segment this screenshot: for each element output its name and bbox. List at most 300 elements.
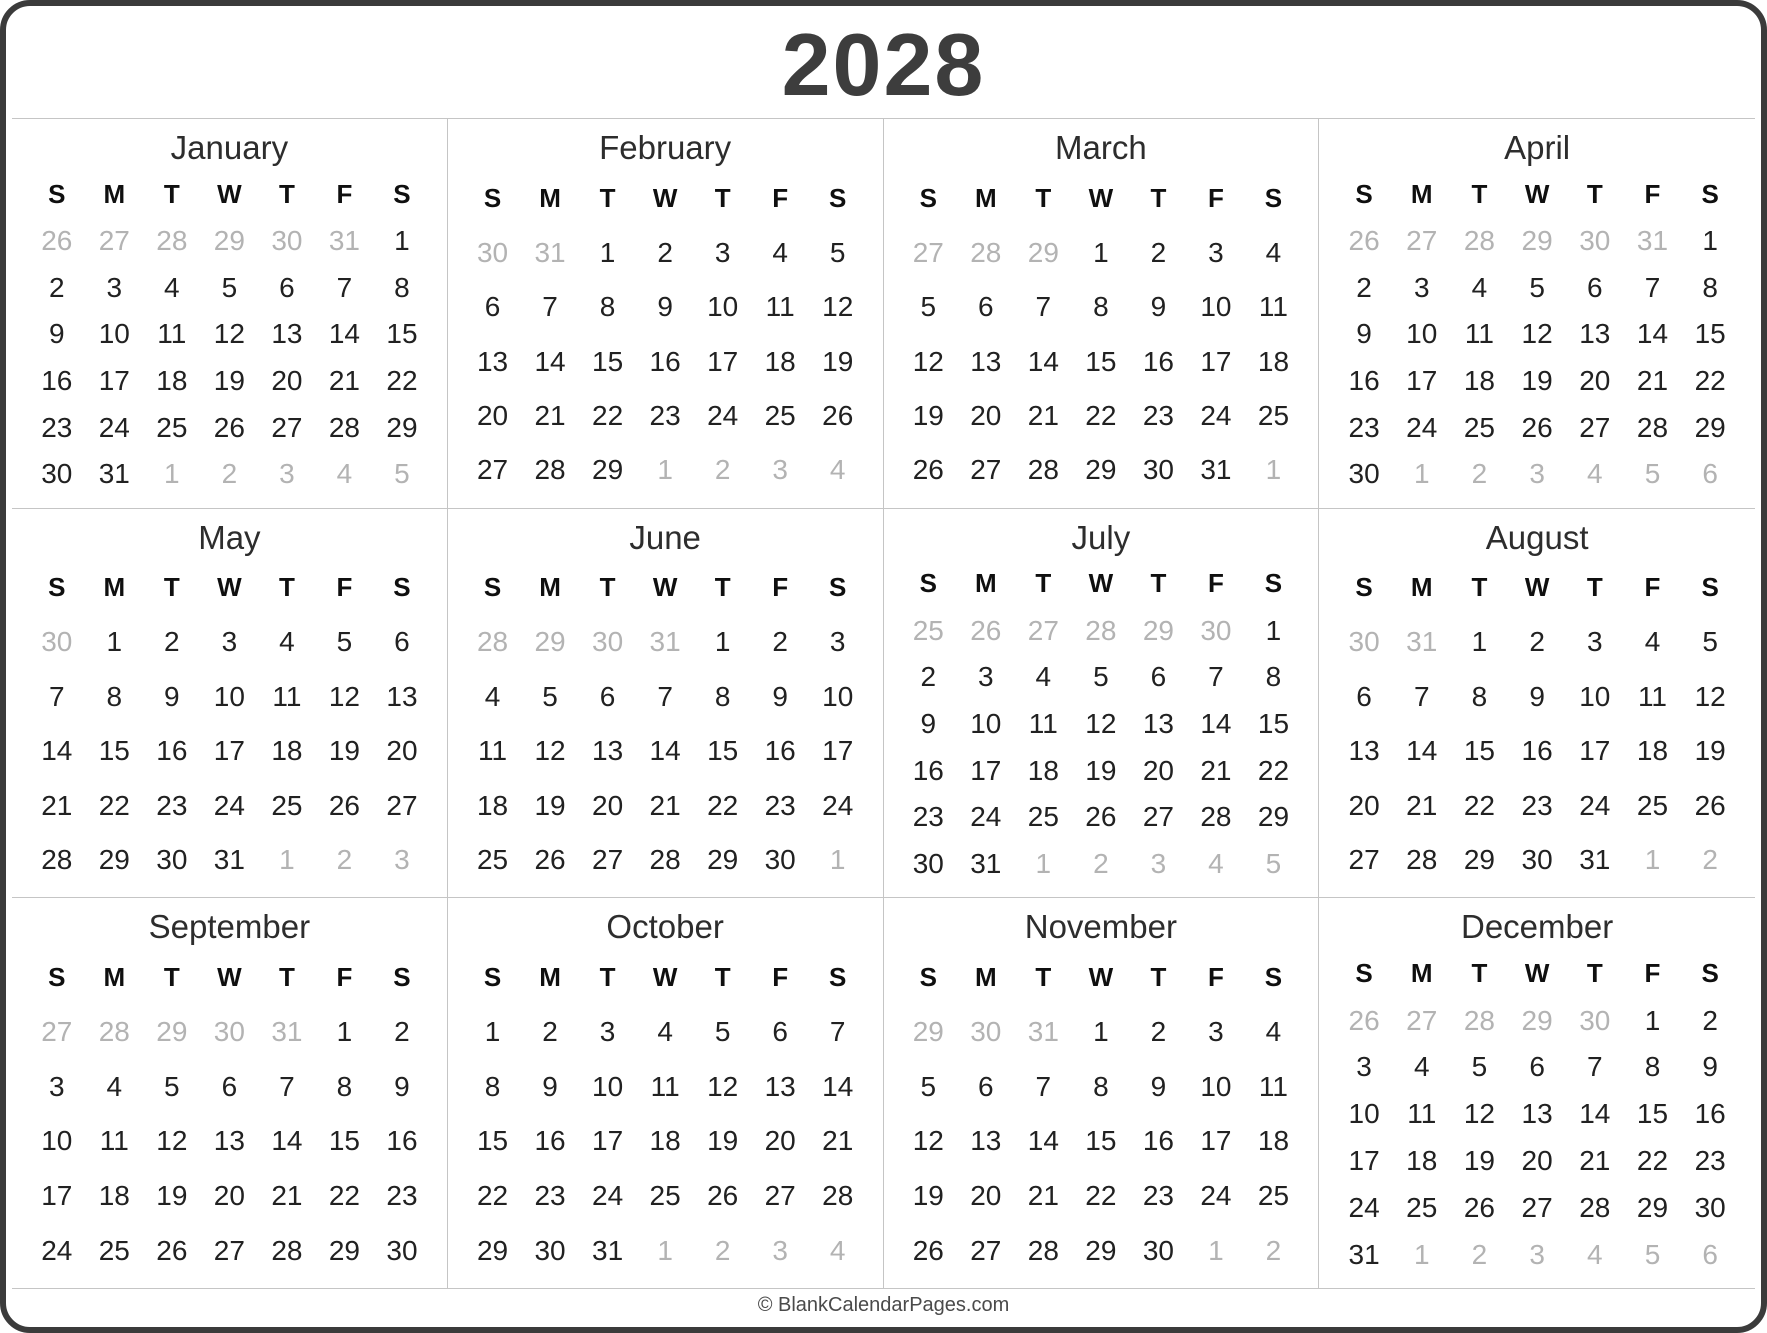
date-cell: 11 [477, 735, 508, 767]
month-march [884, 119, 1320, 509]
date-cell: 30 [1694, 1191, 1726, 1223]
weekday-label: W [217, 178, 242, 209]
date-cell: 3 [279, 458, 295, 490]
date-cell: 28 [1579, 1191, 1611, 1223]
week-row [1335, 670, 1739, 724]
date-cell: 28 [156, 224, 188, 256]
date-cell: 23 [1142, 1180, 1174, 1212]
week-row [464, 615, 867, 669]
weekday-label: S [1264, 962, 1283, 993]
date-cell: 5 [164, 1070, 180, 1102]
date-cell: 7 [1587, 1051, 1603, 1083]
date-cell: 7 [1035, 1070, 1052, 1102]
date-cell: 30 [534, 1234, 566, 1266]
month-name: November [1024, 908, 1177, 946]
date-cell: 8 [484, 1070, 501, 1102]
date-cell: 29 [592, 454, 624, 486]
weekday-label: S [829, 182, 847, 213]
date-cell: 11 [99, 1125, 129, 1157]
week-row [28, 833, 431, 887]
date-cell: 14 [41, 735, 73, 767]
date-cell: 23 [41, 411, 73, 443]
date-cell: 7 [48, 680, 65, 712]
month-september [12, 898, 448, 1288]
date-cell: 3 [772, 1234, 788, 1266]
weekday-label: F [1207, 182, 1224, 213]
weekday-label: T [1150, 568, 1167, 599]
date-cell: 17 [1200, 345, 1232, 377]
date-cell: 14 [1406, 735, 1438, 767]
date-cell: 19 [912, 1180, 944, 1212]
weekday-label: W [1524, 958, 1550, 989]
date-cell: 29 [1085, 454, 1117, 486]
month-name: May [198, 518, 261, 556]
week-row [1335, 615, 1739, 669]
date-cell: 3 [106, 271, 123, 303]
week-row [28, 451, 431, 498]
date-cell: 4 [1587, 458, 1603, 490]
date-cell: 22 [1257, 754, 1290, 786]
date-cell: 29 [476, 1234, 509, 1266]
date-cell: 11 [765, 291, 795, 323]
date-cell: 12 [822, 291, 854, 323]
date-cell: 28 [1085, 614, 1117, 646]
date-cell: 29 [386, 411, 418, 443]
date-cell: 28 [1406, 844, 1438, 876]
date-cell: 26 [41, 224, 73, 256]
date-cell: 5 [336, 626, 353, 658]
date-cell: 16 [1521, 735, 1553, 767]
date-cell: 28 [41, 844, 73, 876]
weekday-header-row [28, 171, 431, 218]
date-cell: 22 [386, 364, 418, 396]
date-cell: 7 [1413, 680, 1430, 712]
date-cell: 13 [1521, 1098, 1553, 1130]
date-cell: 4 [1644, 626, 1661, 658]
date-cell: 1 [599, 236, 616, 268]
date-cell: 2 [394, 1016, 410, 1048]
date-cell: 30 [41, 458, 73, 490]
weekday-label: T [1586, 178, 1603, 209]
week-row [464, 443, 867, 497]
date-cell: 28 [476, 626, 509, 658]
week-row [900, 389, 1303, 443]
date-cell: 7 [1035, 291, 1052, 323]
date-cell: 6 [1702, 1238, 1718, 1270]
date-cell: 10 [1579, 680, 1611, 712]
date-cell: 20 [764, 1125, 796, 1157]
date-cell: 5 [1644, 458, 1661, 490]
week-row [900, 334, 1303, 388]
date-cell: 22 [707, 789, 739, 821]
date-cell: 31 [1579, 844, 1611, 876]
date-cell: 21 [328, 364, 361, 396]
date-cell: 16 [1348, 364, 1380, 396]
week-row [1335, 358, 1739, 405]
date-cell: 7 [1644, 271, 1661, 303]
date-cell: 30 [1142, 1234, 1174, 1266]
weekday-label: S [393, 962, 411, 993]
date-cell: 4 [106, 1070, 123, 1102]
date-cell: 23 [156, 789, 188, 821]
date-cell: 4 [1587, 1238, 1603, 1270]
date-cell: 3 [1356, 1051, 1372, 1083]
date-cell: 14 [822, 1070, 854, 1102]
date-cell: 24 [1200, 1180, 1232, 1212]
date-cell: 10 [1200, 291, 1232, 323]
weekday-label: S [1701, 572, 1719, 603]
week-row [464, 1060, 867, 1115]
date-cell: 27 [970, 1234, 1002, 1266]
date-cell: 20 [970, 1180, 1002, 1212]
weekday-label: T [1150, 962, 1167, 993]
date-cell: 20 [271, 364, 303, 396]
date-cell: 17 [592, 1125, 624, 1157]
date-cell: 27 [1406, 1004, 1438, 1036]
date-cell: 4 [1035, 661, 1052, 693]
date-cell: 9 [1150, 1070, 1167, 1102]
date-cell: 23 [764, 789, 796, 821]
date-cell: 8 [1702, 271, 1718, 303]
week-row [900, 607, 1303, 654]
month-name: August [1485, 518, 1589, 556]
date-cell: 11 [1407, 1098, 1437, 1130]
date-cell: 4 [1471, 271, 1488, 303]
date-cell: 15 [1694, 318, 1726, 350]
date-cell: 13 [764, 1070, 796, 1102]
date-cell: 5 [1471, 1051, 1488, 1083]
weekday-label: F [772, 962, 789, 993]
date-cell: 9 [164, 680, 180, 712]
week-row [900, 747, 1303, 794]
date-cell: 15 [707, 735, 739, 767]
date-cell: 30 [970, 1016, 1002, 1048]
date-cell: 18 [271, 735, 303, 767]
date-cell: 7 [657, 680, 673, 712]
date-cell: 19 [1463, 1144, 1496, 1176]
date-cell: 18 [98, 1180, 130, 1212]
date-cell: 19 [707, 1125, 739, 1157]
date-cell: 28 [1027, 1234, 1059, 1266]
weekday-label: T [278, 572, 295, 603]
month-rows [900, 950, 1303, 1278]
date-cell: 2 [1356, 271, 1372, 303]
date-cell: 27 [1142, 801, 1174, 833]
weekday-label: F [1207, 962, 1224, 993]
weekday-header-row [1335, 561, 1739, 615]
date-cell: 2 [1150, 1016, 1167, 1048]
date-cell: 22 [1463, 789, 1496, 821]
date-cell: 5 [1093, 661, 1109, 693]
date-cell: 29 [213, 224, 245, 256]
date-cell: 1 [336, 1016, 353, 1048]
date-cell: 30 [592, 626, 624, 658]
date-cell: 17 [1579, 735, 1611, 767]
weekday-label: T [1035, 568, 1052, 599]
date-cell: 6 [484, 291, 501, 323]
week-row [1335, 1044, 1739, 1091]
date-cell: 12 [156, 1125, 188, 1157]
date-cell: 7 [542, 291, 558, 323]
date-cell: 19 [1521, 364, 1553, 396]
date-cell: 2 [1150, 236, 1167, 268]
date-cell: 8 [599, 291, 616, 323]
date-cell: 10 [1200, 1070, 1232, 1102]
date-cell: 29 [1463, 844, 1496, 876]
weekday-label: S [919, 182, 937, 213]
date-cell: 1 [164, 458, 180, 490]
date-cell: 1 [657, 1234, 673, 1266]
date-cell: 9 [657, 291, 673, 323]
date-cell: 1 [1471, 626, 1488, 658]
date-cell: 1 [106, 626, 123, 658]
date-cell: 29 [707, 844, 739, 876]
date-cell: 5 [1702, 626, 1718, 658]
date-cell: 9 [920, 707, 937, 739]
week-row [900, 280, 1303, 334]
date-cell: 30 [271, 224, 303, 256]
weekday-header-row [464, 561, 867, 615]
month-may [12, 509, 448, 899]
date-cell: 10 [707, 291, 739, 323]
date-cell: 28 [328, 411, 361, 443]
weekday-label: W [217, 572, 242, 603]
week-row [28, 1005, 431, 1060]
date-cell: 27 [1579, 411, 1611, 443]
date-cell: 24 [592, 1180, 624, 1212]
date-cell: 8 [1265, 661, 1282, 693]
weekday-label: F [772, 182, 789, 213]
weekday-label: M [103, 962, 126, 993]
date-cell: 12 [1521, 318, 1553, 350]
months-grid [12, 118, 1755, 1289]
date-cell: 25 [98, 1234, 130, 1266]
date-cell: 3 [714, 236, 731, 268]
week-row [1335, 311, 1739, 358]
date-cell: 26 [156, 1234, 188, 1266]
date-cell: 15 [476, 1125, 509, 1157]
weekday-header-row [900, 561, 1303, 608]
date-cell: 11 [1637, 680, 1668, 712]
week-row [900, 225, 1303, 279]
date-cell: 29 [328, 1234, 361, 1266]
date-cell: 31 [271, 1016, 303, 1048]
date-cell: 11 [1028, 707, 1058, 739]
date-cell: 30 [1200, 614, 1232, 646]
weekday-label: S [393, 178, 411, 209]
week-row [900, 794, 1303, 841]
month-name: March [1055, 129, 1147, 166]
date-cell: 20 [386, 735, 418, 767]
date-cell: 28 [822, 1180, 854, 1212]
weekday-label: M [974, 182, 997, 213]
date-cell: 4 [279, 626, 295, 658]
date-cell: 30 [386, 1234, 418, 1266]
month-name: October [606, 908, 724, 946]
week-row [1335, 404, 1739, 451]
week-row [1335, 1231, 1739, 1278]
week-row [464, 724, 867, 778]
date-cell: 27 [98, 224, 130, 256]
date-cell: 6 [1587, 271, 1603, 303]
date-cell: 5 [829, 236, 846, 268]
date-cell: 2 [1265, 1234, 1282, 1266]
date-cell: 30 [1579, 224, 1611, 256]
date-cell: 12 [1694, 680, 1726, 712]
date-cell: 2 [542, 1016, 558, 1048]
date-cell: 19 [1694, 735, 1726, 767]
date-cell: 25 [1257, 399, 1290, 431]
date-cell: 8 [1093, 291, 1109, 323]
week-row [1335, 1138, 1739, 1185]
month-rows [1335, 950, 1739, 1278]
date-cell: 13 [970, 345, 1002, 377]
date-cell: 24 [41, 1234, 73, 1266]
date-cell: 9 [542, 1070, 558, 1102]
date-cell: 17 [1348, 1144, 1380, 1176]
date-cell: 28 [970, 236, 1002, 268]
date-cell: 5 [1529, 271, 1545, 303]
date-cell: 29 [1142, 614, 1174, 646]
date-cell: 4 [1265, 1016, 1282, 1048]
week-row [28, 778, 431, 832]
weekday-label: T [714, 962, 731, 993]
date-cell: 31 [649, 626, 681, 658]
date-cell: 15 [1085, 345, 1117, 377]
date-cell: 1 [1413, 1238, 1430, 1270]
date-cell: 21 [649, 789, 681, 821]
week-row [464, 778, 867, 832]
date-cell: 24 [970, 801, 1002, 833]
date-cell: 21 [1027, 399, 1059, 431]
date-cell: 4 [657, 1016, 673, 1048]
date-cell: 21 [822, 1125, 854, 1157]
date-cell: 18 [1406, 1144, 1438, 1176]
date-cell: 24 [1200, 399, 1232, 431]
date-cell: 2 [920, 661, 937, 693]
date-cell: 30 [1579, 1004, 1611, 1036]
week-row [464, 334, 867, 388]
month-rows [1335, 171, 1739, 498]
date-cell: 12 [328, 680, 361, 712]
date-cell: 1 [1093, 1016, 1109, 1048]
date-cell: 29 [1694, 411, 1726, 443]
weekday-label: T [163, 572, 180, 603]
date-cell: 29 [98, 844, 130, 876]
date-cell: 31 [534, 236, 566, 268]
date-cell: 3 [1208, 236, 1224, 268]
month-name: February [599, 129, 732, 166]
weekday-label: T [163, 962, 180, 993]
date-cell: 14 [1579, 1098, 1611, 1130]
date-cell: 6 [978, 291, 994, 323]
week-row [900, 1169, 1303, 1224]
date-cell: 4 [829, 454, 846, 486]
date-cell: 28 [1463, 224, 1496, 256]
date-cell: 13 [1348, 735, 1380, 767]
month-name: January [170, 129, 289, 166]
week-row [1335, 1091, 1739, 1138]
date-cell: 27 [912, 236, 944, 268]
date-cell: 12 [912, 1125, 944, 1157]
date-cell: 24 [707, 399, 739, 431]
date-cell: 26 [1463, 1191, 1496, 1223]
date-cell: 16 [1694, 1098, 1726, 1130]
date-cell: 17 [822, 735, 854, 767]
date-cell: 1 [1265, 454, 1282, 486]
date-cell: 1 [1413, 458, 1430, 490]
weekday-label: T [714, 572, 731, 603]
weekday-label: S [829, 572, 847, 603]
date-cell: 17 [213, 735, 245, 767]
date-cell: 18 [649, 1125, 681, 1157]
date-cell: 10 [592, 1070, 624, 1102]
date-cell: 29 [1027, 236, 1059, 268]
date-cell: 4 [1413, 1051, 1430, 1083]
weekday-label: W [1088, 182, 1114, 213]
weekday-label: S [483, 572, 502, 603]
date-cell: 27 [592, 844, 624, 876]
date-cell: 27 [1521, 1191, 1553, 1223]
week-row [900, 1005, 1303, 1060]
week-row [28, 264, 431, 311]
date-cell: 30 [912, 847, 944, 879]
weekday-label: W [1524, 178, 1550, 209]
weekday-header-row [900, 171, 1303, 225]
date-cell: 25 [764, 399, 796, 431]
date-cell: 17 [707, 345, 739, 377]
month-november [884, 898, 1320, 1288]
date-cell: 13 [1579, 318, 1611, 350]
week-row [28, 404, 431, 451]
date-cell: 24 [213, 789, 245, 821]
weekday-label: F [1644, 178, 1661, 209]
date-cell: 17 [1200, 1125, 1232, 1157]
date-cell: 12 [1085, 707, 1117, 739]
date-cell: 29 [1521, 1004, 1553, 1036]
month-april [1319, 119, 1755, 509]
date-cell: 1 [394, 224, 410, 256]
weekday-label: S [1701, 178, 1719, 209]
date-cell: 19 [822, 345, 854, 377]
date-cell: 2 [1471, 458, 1488, 490]
date-cell: 25 [912, 614, 944, 646]
date-cell: 13 [271, 318, 303, 350]
weekday-label: T [714, 182, 731, 213]
date-cell: 9 [48, 318, 65, 350]
date-cell: 2 [1702, 844, 1718, 876]
weekday-label: M [539, 182, 561, 213]
date-cell: 27 [386, 789, 418, 821]
date-cell: 19 [912, 399, 944, 431]
date-cell: 2 [714, 454, 731, 486]
weekday-header-row [464, 950, 867, 1005]
weekday-label: T [278, 178, 295, 209]
month-july [884, 509, 1320, 899]
weekday-label: T [599, 962, 616, 993]
weekday-header-row [900, 950, 1303, 1005]
date-cell: 25 [1257, 1180, 1290, 1212]
date-cell: 29 [912, 1016, 944, 1048]
month-october [448, 898, 884, 1288]
date-cell: 18 [1257, 345, 1290, 377]
date-cell: 27 [1027, 614, 1059, 646]
weekday-label: T [1586, 572, 1603, 603]
date-cell: 13 [386, 680, 418, 712]
week-row [28, 358, 431, 405]
weekday-label: F [1644, 572, 1661, 603]
date-cell: 19 [534, 789, 566, 821]
